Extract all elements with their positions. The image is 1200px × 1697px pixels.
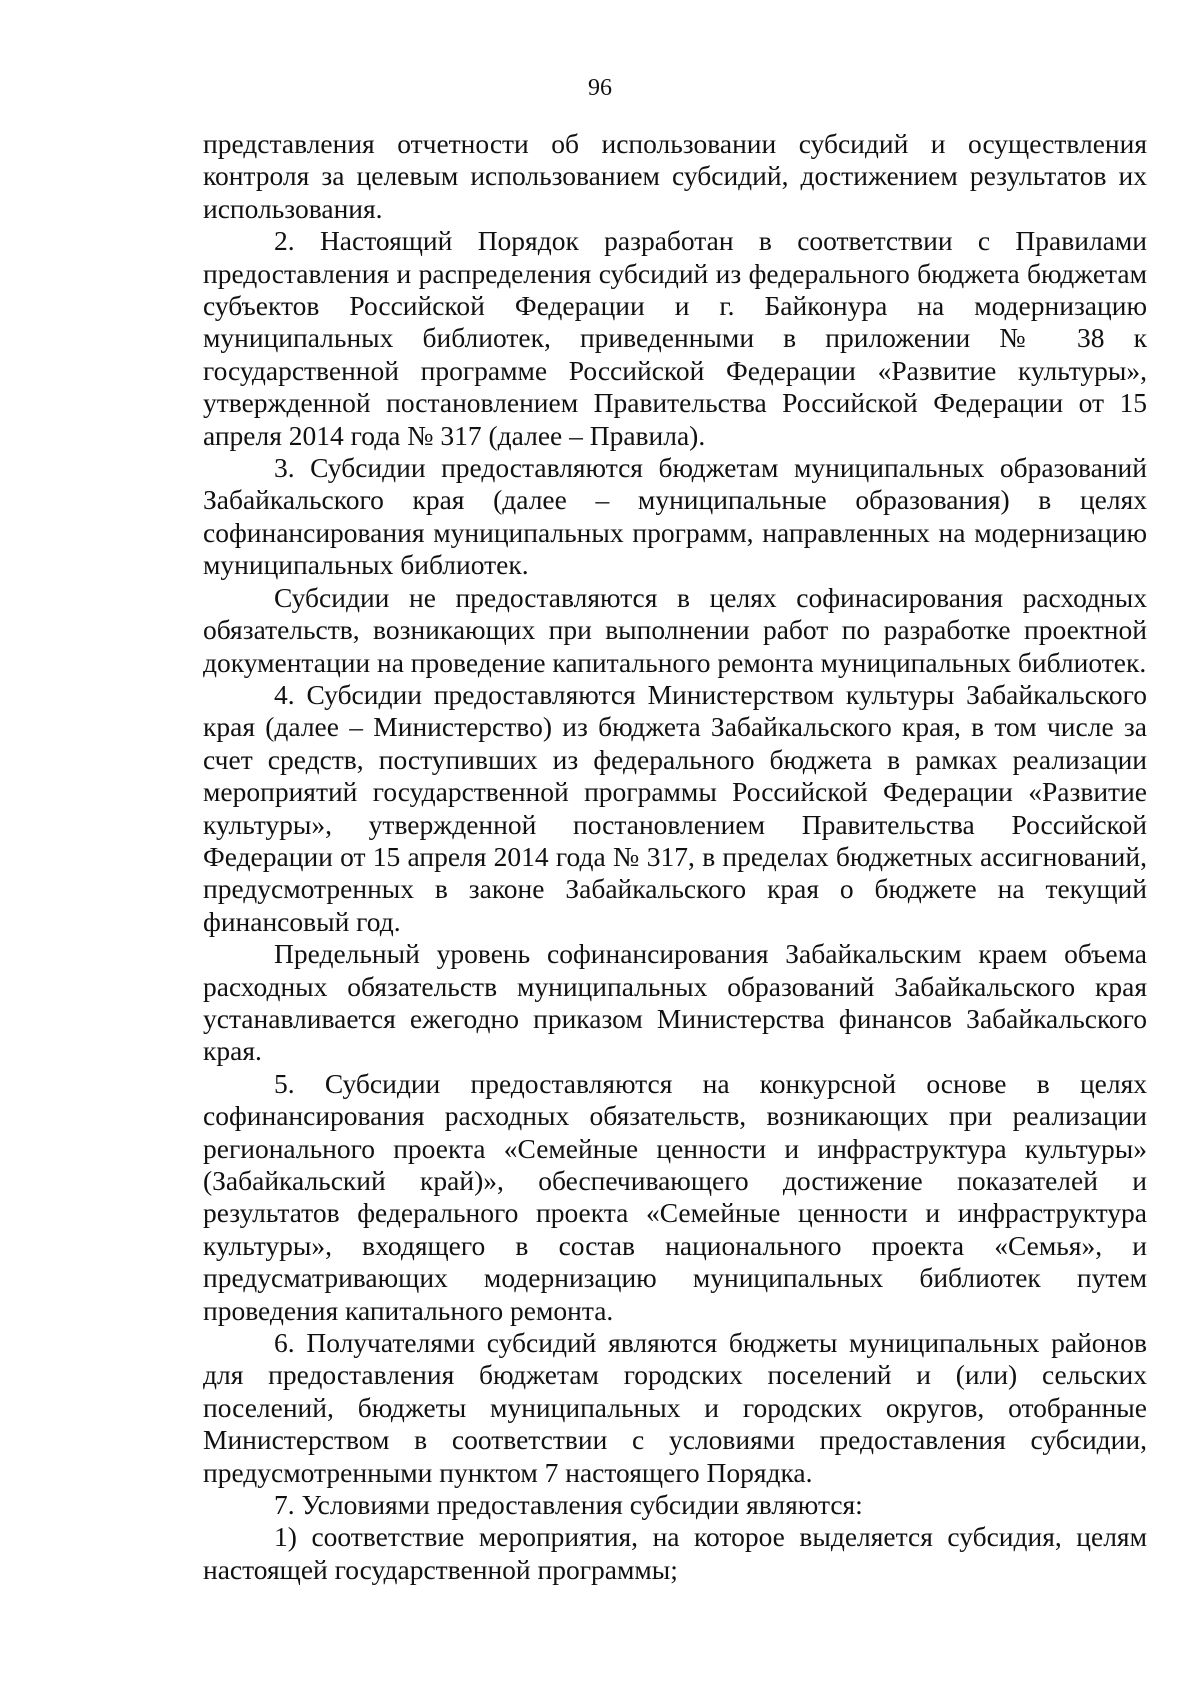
paragraph: Предельный уровень софинансирования Забайкальским краем объема расходных обязательств муниципальных образований Забайкальского края устанавливается ежегодно приказом Министерства финансов Забайкальского края. <box>203 938 1147 1067</box>
paragraph: 6. Получателями субсидий являются бюджеты муниципальных районов для предоставления бюджетам городских поселений и (или) сельских поселений, бюджеты муниципальных и городских округов, отобранные Министерством в соответствии с условиями предоставления субсидии, предусмотренными пунктом 7 настоящего Порядка. <box>203 1327 1147 1488</box>
paragraph: представления отчетности об использовании субсидий и осуществления контроля за целевым использованием субсидий, достижением результатов их использования. <box>203 128 1147 224</box>
page-number: 96 <box>588 75 612 101</box>
paragraph: Субсидии не предоставляются в целях софинасирования расходных обязательств, возникающих при выполнении работ по разработке проектной документации на проведение капитального ремонта муниципальных библиотек. <box>203 581 1147 678</box>
paragraph: 5. Субсидии предоставляются на конкурсной основе в целях софинансирования расходных обязательств, возникающих при реализации регионального проекта «Семейные ценности и инфраструктура культуры» (Забайкальский край)», обеспечивающего достижение показателей и результатов федерального проекта «Семейные ценности и инфраструктура культуры», входящего в состав национального проекта «Семья», и предусматривающих модернизацию муниципальных библиотек путем проведения капитального ремонта. <box>203 1067 1147 1326</box>
paragraph: 2. Настоящий Порядок разработан в соответствии с Правилами предоставления и распределения субсидий из федерального бюджета бюджетам субъектов Российской Федерации и г. Байконура на модернизацию муниципальных библиотек, приведенными в приложении № 38 к государственной программе Российской Федерации «Развитие культуры», утвержденной постановлением Правительства Российской Федерации от 15 апреля 2014 года № 317 (далее – Правила). <box>203 225 1147 451</box>
paragraph: 1) соответствие мероприятия, на которое выделяется субсидия, целям настоящей государственной программы; <box>203 1521 1147 1585</box>
paragraph: 3. Субсидии предоставляются бюджетам муниципальных образований Забайкальского края (далее – муниципальные образования) в целях софинансирования муниципальных программ, направленных на модернизацию муниципальных библиотек. <box>203 452 1147 581</box>
document-body <box>203 128 1147 1586</box>
paragraph: 7. Условиями предоставления субсидии являются: <box>274 1489 863 1521</box>
paragraph: 4. Субсидии предоставляются Министерством культуры Забайкальского края (далее – Министерство) из бюджета Забайкальского края, в том числе за счет средств, поступивших из федерального бюджета в рамках реализации мероприятий государственной программы Российской Федерации «Развитие культуры», утвержденной постановлением Правительства Российской Федерации от 15 апреля 2014 года № 317, в пределах бюджетных ассигнований, предусмотренных в законе Забайкальского края о бюджете на текущий финансовый год. <box>203 678 1147 937</box>
